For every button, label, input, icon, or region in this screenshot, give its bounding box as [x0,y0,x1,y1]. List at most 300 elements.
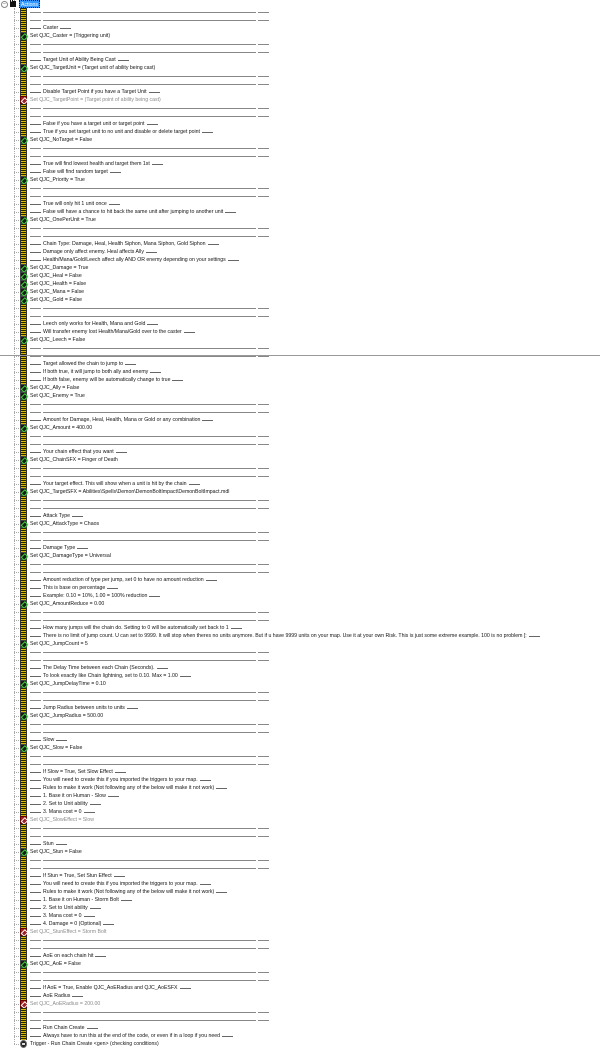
action-row[interactable] [0,96,600,104]
comment-icon [20,256,27,264]
tree-branch-line [14,964,19,965]
comment-row[interactable] [0,672,600,680]
separator-comment-row[interactable] [0,648,600,656]
separator-comment-row[interactable] [0,968,600,976]
tree-branch-line [14,988,19,989]
disabled-action-icon [20,928,27,936]
comment-row[interactable] [0,704,600,712]
separator-comment-row[interactable] [0,232,600,240]
tree-branch-line [14,172,19,173]
comment-row[interactable] [0,128,600,136]
action-row[interactable] [0,280,600,288]
action-row[interactable] [0,216,600,224]
comment-row[interactable] [0,328,600,336]
separator-comment-row[interactable] [0,152,600,160]
separator-dash [30,500,41,501]
separator-dash [30,732,41,733]
comment-row[interactable] [0,984,600,992]
separator-comment-row[interactable] [0,8,600,16]
separator-comment-row[interactable] [0,760,600,768]
tree-branch-line [14,852,19,853]
run-trigger-icon [20,1040,27,1048]
comment-icon [20,968,27,976]
actions-node[interactable] [0,0,600,8]
action-row[interactable] [0,488,600,496]
comment-row[interactable] [0,24,600,32]
comment-dash [152,164,163,165]
separator-dash [43,228,256,229]
comment-dash [84,812,95,813]
set-variable-icon [20,296,27,304]
comment-text: 2. Set to Unit ability [43,905,88,911]
tree-branch-line [14,324,19,325]
comment-row[interactable] [0,416,600,424]
comment-icon [20,664,27,672]
comment-text: True if you set target unit to no unit and disable or delete target point [43,129,200,135]
comment-icon [20,648,27,656]
action-row[interactable] [0,640,600,648]
comment-icon [20,248,27,256]
comment-row[interactable] [0,56,600,64]
comment-row[interactable] [0,880,600,888]
action-text: Set QJC_AoE = False [30,961,81,967]
separator-dash [258,444,269,445]
separator-dash [43,436,256,437]
separator-comment-row[interactable] [0,224,600,232]
action-row[interactable] [0,64,600,72]
separator-dash [43,116,256,117]
separator-dash [30,508,41,509]
comment-dash [147,124,158,125]
comment-icon [20,24,27,32]
action-text: Set QJC_Health = False [30,281,87,287]
comment-dash [30,1028,41,1029]
action-row[interactable] [0,384,600,392]
comment-icon [20,952,27,960]
separator-comment-row[interactable] [0,560,600,568]
action-text: Set QJC_TargetSFX = Abilities\Spells\Demon\DemonBoltImpact\DemonBoltImpact.mdl [30,489,230,495]
comment-row[interactable] [0,576,600,584]
separator-comment-row[interactable] [0,472,600,480]
separator-dash [258,940,269,941]
separator-comment-row[interactable] [0,936,600,944]
comment-row[interactable] [0,784,600,792]
action-text: Set QJC_Gold = False [30,297,83,303]
comment-dash [216,892,227,893]
comment-row[interactable] [0,768,600,776]
separator-dash [258,868,269,869]
separator-dash [258,660,269,661]
comment-row[interactable] [0,256,600,264]
comment-icon [20,128,27,136]
tree-branch-line [14,76,19,77]
comment-dash [30,884,41,885]
comment-row[interactable] [0,808,600,816]
action-text: Set QJC_Stun = False [30,849,82,855]
action-row[interactable] [0,848,600,856]
separator-comment-row[interactable] [0,864,600,872]
action-row[interactable] [0,520,600,528]
action-row[interactable] [0,264,600,272]
comment-row[interactable] [0,792,600,800]
comment-row[interactable] [0,584,600,592]
comment-text-wrap [30,736,67,744]
comment-icon [20,368,27,376]
comment-dash [30,804,41,805]
action-text: Set QJC_Priority = True [30,177,85,183]
separator-comment-row[interactable] [0,112,600,120]
separator-dash [43,356,256,357]
comment-row[interactable] [0,632,600,640]
comment-row[interactable] [0,360,600,368]
separator-dash [258,348,269,349]
action-row[interactable] [0,712,600,720]
comment-dash [30,548,41,549]
comment-icon [20,920,27,928]
comment-icon [20,800,27,808]
comment-icon [20,432,27,440]
comment-row[interactable] [0,664,600,672]
separator-dash [30,700,41,701]
comment-dash [116,452,127,453]
comment-icon [20,720,27,728]
separator-comment-row[interactable] [0,352,600,360]
tree-branch-line [14,700,19,701]
separator-dash [43,188,256,189]
comment-row[interactable] [0,448,600,456]
action-row[interactable] [0,1040,600,1048]
separator-dash [30,612,41,613]
separator-comment-row[interactable] [0,104,600,112]
comment-icon [20,16,27,24]
tree-branch-line [14,132,19,133]
comment-row[interactable] [0,840,600,848]
separator-comment-row[interactable] [0,608,600,616]
comment-icon [20,448,27,456]
comment-dash [172,380,183,381]
tree-branch-line [14,1028,19,1029]
comment-icon [20,312,27,320]
separator-comment-row[interactable] [0,504,600,512]
comment-row[interactable] [0,952,600,960]
separator-comment-row[interactable] [0,568,600,576]
comment-text: Your target effect. This will show when a unit is hit by the chain [43,481,187,487]
comment-dash [30,580,41,581]
separator-comment-row[interactable] [0,48,600,56]
separator-dash [258,404,269,405]
separator-dash [258,44,269,45]
action-row[interactable] [0,816,600,824]
tree-branch-line [14,396,19,397]
comment-row[interactable] [0,992,600,1000]
separator-comment-row[interactable] [0,528,600,536]
comment-row[interactable] [0,168,600,176]
action-row[interactable] [0,272,600,280]
comment-text-wrap [30,584,118,592]
comment-dash [200,884,211,885]
tree-branch-line [14,44,19,45]
tree-branch-line [14,252,19,253]
comment-row[interactable] [0,896,600,904]
comment-row[interactable] [0,200,600,208]
comment-text: Target Unit of Ability Being Cast [43,57,116,63]
comment-text: Caster [43,25,59,31]
comment-dash [118,60,129,61]
separator-comment-row[interactable] [0,408,600,416]
tree-branch-line [14,484,19,485]
comment-row[interactable] [0,1032,600,1040]
separator-comment-row[interactable] [0,536,600,544]
tree-branch-line [14,1012,19,1013]
comment-text: Damage Type [43,545,76,551]
comment-text-wrap [30,880,211,888]
comment-text-wrap [30,624,242,632]
separator-comment-row[interactable] [0,304,600,312]
separator-dash [258,692,269,693]
separator-dash [258,84,269,85]
separator-dash [258,836,269,837]
comment-dash [30,956,41,957]
comment-icon [20,400,27,408]
comment-row[interactable] [0,624,600,632]
separator-comment-row[interactable] [0,728,600,736]
comment-icon [20,504,27,512]
comment-icon [20,240,27,248]
comment-row[interactable] [0,88,600,96]
comment-row[interactable] [0,904,600,912]
separator-comment-row[interactable] [0,832,600,840]
action-row[interactable] [0,336,600,344]
separator-dash [258,476,269,477]
tree-branch-line [14,716,19,717]
action-row[interactable] [0,680,600,688]
separator-comment-row[interactable] [0,464,600,472]
set-variable-icon [20,216,27,224]
separator-dash [43,236,256,237]
comment-dash [56,740,67,741]
separator-comment-row[interactable] [0,16,600,24]
comment-icon [20,528,27,536]
separator-dash [43,724,256,725]
comment-row[interactable] [0,1024,600,1032]
separator-dash [258,620,269,621]
separator-comment-row[interactable] [0,440,600,448]
tree-branch-line [14,516,19,517]
tree-branch-line [14,780,19,781]
action-row[interactable] [0,392,600,400]
separator-comment-row[interactable] [0,144,600,152]
comment-row[interactable] [0,920,600,928]
separator-dash [30,564,41,565]
comment-icon [20,496,27,504]
separator-comment-row[interactable] [0,72,600,80]
comment-icon [20,768,27,776]
comment-dash [231,628,242,629]
comment-row[interactable] [0,592,600,600]
comment-text-wrap [30,512,83,520]
action-row[interactable] [0,1000,600,1008]
comment-text: False will find random target [43,169,108,175]
action-row[interactable] [0,296,600,304]
action-row[interactable] [0,32,600,40]
comment-dash [157,668,168,669]
tree-branch-line [14,596,19,597]
comment-text-wrap [30,792,119,800]
tree-branch-line [14,444,19,445]
action-row[interactable] [0,176,600,184]
tree-branch-line [14,52,19,53]
comment-dash [30,900,41,901]
action-text: Set QJC_AoERadius = 200.00 [30,1001,101,1007]
comment-dash [222,1036,233,1037]
actions-label[interactable]: Actions [21,2,39,8]
comment-icon [20,904,27,912]
separator-comment-row[interactable] [0,688,600,696]
comment-dash [30,324,41,325]
comment-icon [20,624,27,632]
comment-row[interactable] [0,240,600,248]
comment-icon [20,120,27,128]
separator-dash [43,20,256,21]
separator-dash [43,700,256,701]
disabled-action-icon [20,816,27,824]
separator-dash [258,724,269,725]
action-row[interactable] [0,456,600,464]
action-row[interactable] [0,744,600,752]
comment-icon [20,632,27,640]
separator-dash [258,1020,269,1021]
tree-branch-line [14,844,19,845]
separator-comment-row[interactable] [0,616,600,624]
comment-icon [20,1032,27,1040]
comment-icon [20,328,27,336]
separator-dash [30,308,41,309]
comment-dash [208,244,219,245]
comment-row[interactable] [0,736,600,744]
action-row[interactable] [0,288,600,296]
comment-icon [20,976,27,984]
comment-row[interactable] [0,248,600,256]
comment-text: How many jumps will the chain do. Setting to 0 will be automatically set back to 1 [43,625,229,631]
comment-row[interactable] [0,544,600,552]
comment-row[interactable] [0,320,600,328]
comment-text-wrap [30,888,227,896]
separator-comment-row[interactable] [0,696,600,704]
tree-branch-line [14,788,19,789]
separator-dash [43,572,256,573]
action-row[interactable] [0,552,600,560]
comment-text-wrap [30,1032,233,1040]
comment-row[interactable] [0,800,600,808]
separator-dash [30,228,41,229]
separator-comment-row[interactable] [0,192,600,200]
separator-dash [43,836,256,837]
separator-comment-row[interactable] [0,40,600,48]
action-row[interactable] [0,136,600,144]
separator-comment-row[interactable] [0,1016,600,1024]
separator-comment-row[interactable] [0,824,600,832]
comment-row[interactable] [0,120,600,128]
separator-comment-row[interactable] [0,1008,600,1016]
comment-row[interactable] [0,368,600,376]
separator-comment-row[interactable] [0,944,600,952]
separator-comment-row[interactable] [0,496,600,504]
separator-comment-row[interactable] [0,184,600,192]
separator-dash [30,980,41,981]
comment-icon [20,464,27,472]
action-row[interactable] [0,424,600,432]
tree-branch-line [14,124,19,125]
comment-row[interactable] [0,912,600,920]
separator-comment-row[interactable] [0,432,600,440]
separator-comment-row[interactable] [0,752,600,760]
comment-dash [30,452,41,453]
separator-comment-row[interactable] [0,400,600,408]
comment-row[interactable] [0,888,600,896]
separator-dash [258,356,269,357]
comment-row[interactable] [0,512,600,520]
comment-row[interactable] [0,480,600,488]
separator-dash [43,52,256,53]
comment-text-wrap [30,376,183,384]
separator-dash [30,148,41,149]
separator-comment-row[interactable] [0,720,600,728]
separator-comment-row[interactable] [0,656,600,664]
comment-text-wrap [30,200,120,208]
comment-row[interactable] [0,160,600,168]
tree-branch-line [14,692,19,693]
tree-branch-line [14,884,19,885]
action-row[interactable] [0,600,600,608]
separator-dash [43,508,256,509]
tree-branch-line [14,868,19,869]
separator-comment-row[interactable] [0,976,600,984]
comment-text-wrap [30,808,95,816]
collapse-icon[interactable]: − [1,1,8,8]
separator-comment-row[interactable] [0,312,600,320]
tree-branch-line [14,636,19,637]
separator-dash [258,196,269,197]
comment-icon [20,544,27,552]
comment-text: Rules to make it work (Not following any of the below will make it not work) [43,889,215,895]
separator-dash [258,76,269,77]
separator-dash [30,540,41,541]
separator-comment-row[interactable] [0,856,600,864]
comment-text: Rules to make it work (Not following any of the below will make it not work) [43,785,215,791]
tree-branch-line [14,812,19,813]
set-variable-icon [20,336,27,344]
comment-dash [202,420,213,421]
comment-row[interactable] [0,376,600,384]
comment-icon [20,584,27,592]
comment-row[interactable] [0,208,600,216]
comment-row[interactable] [0,872,600,880]
comment-row[interactable] [0,776,600,784]
separator-comment-row[interactable] [0,80,600,88]
tree-branch-line [14,732,19,733]
separator-comment-row[interactable] [0,344,600,352]
action-row[interactable] [0,960,600,968]
tree-branch-line [14,380,19,381]
separator-dash [258,12,269,13]
tree-branch-line [14,340,19,341]
tree-branch-line [14,628,19,629]
action-row[interactable] [0,928,600,936]
comment-text-wrap [30,632,540,640]
comment-dash [30,636,41,637]
comment-dash [30,212,41,213]
tree-branch-line [14,452,19,453]
